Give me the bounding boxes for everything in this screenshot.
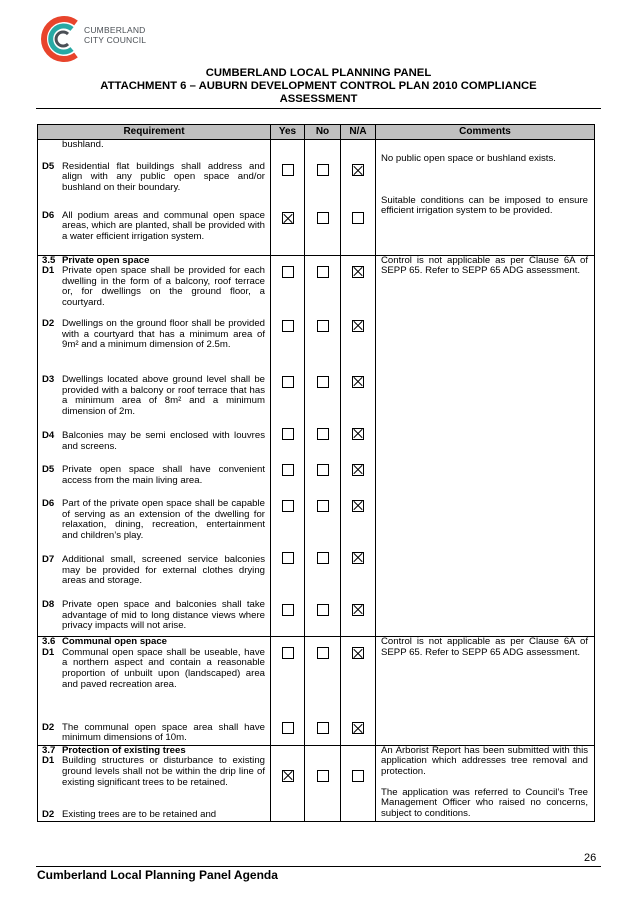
yes-checkbox (282, 320, 294, 332)
comment-text: An Arborist Report has been submitted with this application which addresses tree removal and protection. (381, 744, 588, 777)
comment-text: Suitable conditions can be imposed to ensure efficient irrigation system to be provided. (381, 194, 588, 217)
no-checkbox (317, 376, 329, 388)
yes-checkbox (282, 604, 294, 616)
yes-checkbox-checked (282, 770, 294, 782)
yes-checkbox (282, 464, 294, 476)
no-checkbox (317, 722, 329, 734)
no-checkbox (317, 320, 329, 332)
section-heading: 3.6 Communal open space (42, 636, 168, 648)
no-checkbox (317, 647, 329, 659)
na-checkbox-checked (352, 722, 364, 734)
na-checkbox-checked (352, 320, 364, 332)
yes-checkbox (282, 266, 294, 278)
yes-checkbox-checked (282, 212, 294, 224)
no-checkbox (317, 500, 329, 512)
requirement-item: D6 Part of the private open space shall be capable of serving as an extension of the dwelling for relaxation, dining, recreation, entertainment and children’s play. (42, 498, 265, 541)
requirement-item: D4 Balconies may be semi enclosed with louvres and screens. (42, 430, 265, 452)
na-checkbox-checked (352, 266, 364, 278)
na-checkbox (352, 770, 364, 782)
header-requirement: Requirement (38, 125, 271, 140)
heading-line-2: ATTACHMENT 6 – AUBURN DEVELOPMENT CONTROL PLAN 2010 COMPLIANCE (100, 80, 537, 92)
requirement-item: D6 All podium areas and communal open space areas, which are planted, shall be provided with a water efficient irrigation system. (42, 209, 265, 242)
na-checkbox (352, 212, 364, 224)
na-checkbox-checked (352, 464, 364, 476)
yes-checkbox (282, 722, 294, 734)
section-heading: 3.5 Private open space (42, 254, 150, 266)
no-checkbox (317, 164, 329, 176)
table-row (38, 745, 595, 822)
requirement-item: D3 Dwellings located above ground level shall be provided with a balcony or roof terrace that has a minimum area of 8m² and a minimum dimension of 2m. (42, 374, 265, 417)
header-comments: Comments (376, 125, 595, 140)
page-number: 26 (584, 852, 597, 864)
na-column-35 (341, 255, 376, 637)
requirement-item: D1 Communal open space shall be useable, have a northern aspect and contain a reasonable proportion of unbuilt upon (landscaped) area and paved recreation area. (42, 646, 265, 690)
requirement-item: D2 Existing trees are to be retained and (42, 809, 217, 821)
yes-checkbox (282, 552, 294, 564)
yes-checkbox (282, 500, 294, 512)
no-checkbox (317, 464, 329, 476)
footer-title: Cumberland Local Planning Panel Agenda (37, 868, 278, 882)
na-checkbox-checked (352, 604, 364, 616)
requirement-item: D2 Dwellings on the ground floor shall be provided with a courtyard that has a minimum area of 9m² and a minimum dimension of 2.5m. (42, 318, 265, 351)
comment-text: The application was referred to Council’s Tree Management Officer who raised no concerns, subject to conditions. (381, 786, 588, 819)
table-row (38, 140, 595, 256)
table-header-row (38, 125, 595, 140)
yes-checkbox (282, 647, 294, 659)
no-checkbox (317, 552, 329, 564)
na-checkbox-checked (352, 376, 364, 388)
yes-checkbox (282, 164, 294, 176)
carry-over-text: bushland. (62, 139, 104, 150)
no-column-35 (305, 255, 341, 637)
yes-checkbox (282, 376, 294, 388)
requirement-item: D8 Private open space and balconies shall take advantage of mid to long distance views where privacy impacts will not arise. (42, 599, 265, 632)
compliance-table (37, 124, 595, 822)
footer-divider (36, 866, 601, 867)
no-checkbox (317, 266, 329, 278)
comment-text: No public open space or bushland exists. (381, 153, 556, 164)
document-heading (36, 67, 601, 106)
table-row (38, 637, 595, 746)
na-checkbox-checked (352, 164, 364, 176)
heading-line-3: ASSESSMENT (279, 93, 358, 105)
logo-mark-icon (36, 14, 86, 64)
table-row (38, 255, 595, 637)
section-heading: 3.7 Protection of existing trees (42, 744, 186, 756)
heading-line-1: CUMBERLAND LOCAL PLANNING PANEL (205, 67, 432, 79)
requirement-item: D5 Residential flat buildings shall address and align with any public open space and/or bushland on their boundary. (42, 160, 265, 193)
no-checkbox (317, 212, 329, 224)
logo-text: CUMBERLAND CITY COUNCIL (84, 25, 147, 45)
requirement-item: D2 The communal open space area shall have minimum dimensions of 10m. (42, 721, 265, 744)
requirement-item: D1 Private open space shall be provided for each dwelling in the form of a balcony, roof terrace or, for dwellings on the ground floor, a courtyard. (42, 265, 265, 308)
no-checkbox (317, 604, 329, 616)
header-no: No (305, 125, 341, 140)
yes-column-35 (271, 255, 305, 637)
yes-checkbox (282, 428, 294, 440)
na-checkbox-checked (352, 552, 364, 564)
na-checkbox-checked (352, 500, 364, 512)
no-checkbox (317, 770, 329, 782)
na-checkbox-checked (352, 647, 364, 659)
header-yes: Yes (271, 125, 305, 140)
comment-text: Control is not applicable as per Clause 6A of SEPP 65. Refer to SEPP 65 ADG assessment. (381, 254, 588, 277)
na-checkbox-checked (352, 428, 364, 440)
no-checkbox (317, 428, 329, 440)
header-na: N/A (341, 125, 376, 140)
requirement-item: D1 Building structures or disturbance to existing ground levels shall not be within the drip line of existing significant trees to be retained. (42, 755, 265, 788)
requirement-item: D5 Private open space shall have convenient access from the main living area. (42, 464, 265, 486)
comment-text: Control is not applicable as per Clause 6A of SEPP 65. Refer to SEPP 65 ADG assessment. (381, 636, 588, 658)
header-divider (36, 108, 601, 109)
requirement-item: D7 Additional small, screened service balconies may be provided for external clothes drying areas and storage. (42, 554, 265, 587)
